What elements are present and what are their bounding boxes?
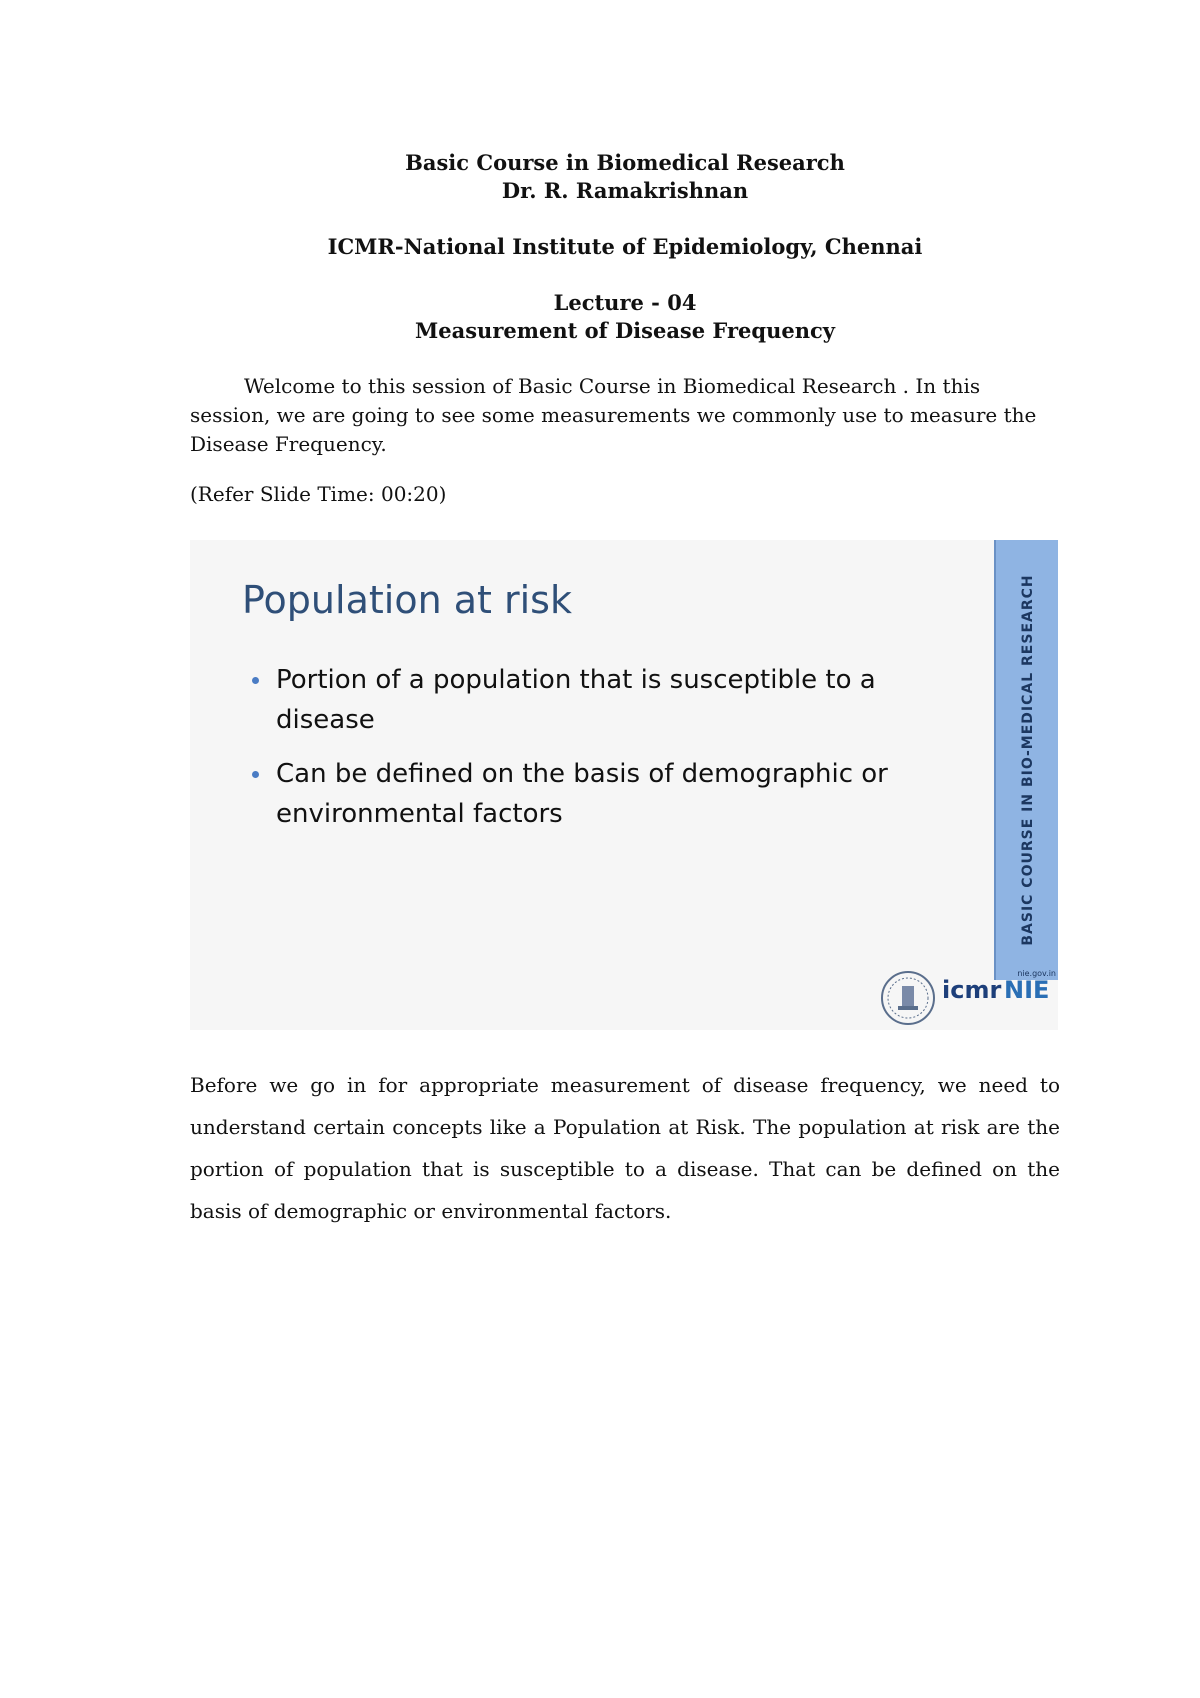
body-paragraph: Before we go in for appropriate measurement of disease frequency, we need to understand certain concepts like a Population at Risk. The population at risk are the portion of population that is susceptible to a disease. That can be defined on the basis of demographic or environmental factors. bbox=[190, 1073, 1060, 1223]
national-emblem-icon bbox=[880, 970, 936, 1026]
slide-sidebar bbox=[994, 540, 1058, 980]
slide-bullet-list bbox=[252, 660, 952, 848]
nie-logo-text: NIE bbox=[1004, 976, 1050, 1004]
icmr-logo-text: icmr bbox=[942, 976, 1002, 1004]
slide-reference: (Refer Slide Time: 00:20) bbox=[190, 482, 447, 506]
slide-bullet: Portion of a population that is susceptible to a disease bbox=[252, 660, 952, 740]
slide-bullet: Can be defined on the basis of demographic or environmental factors bbox=[252, 754, 952, 834]
institute-name: ICMR-National Institute of Epidemiology, Chennai bbox=[327, 234, 923, 259]
slide-title: Population at risk bbox=[242, 578, 572, 622]
intro-paragraph: Welcome to this session of Basic Course in Biomedical Research . In this session, we are going to see some measurements we commonly use to measure the Disease Frequency. bbox=[190, 374, 1037, 456]
sidebar-course-label: BASIC COURSE IN BIO-MEDICAL RESEARCH bbox=[1020, 574, 1036, 946]
sidebar-url: nie.gov.in bbox=[1017, 969, 1056, 978]
lecture-topic: Measurement of Disease Frequency bbox=[415, 318, 835, 343]
lecture-number: Lecture - 04 bbox=[553, 290, 697, 315]
course-title: Basic Course in Biomedical Research bbox=[405, 150, 845, 175]
lecture-slide bbox=[190, 540, 1058, 1030]
institute-logos bbox=[880, 970, 1058, 1026]
author-name: Dr. R. Ramakrishnan bbox=[501, 178, 749, 203]
